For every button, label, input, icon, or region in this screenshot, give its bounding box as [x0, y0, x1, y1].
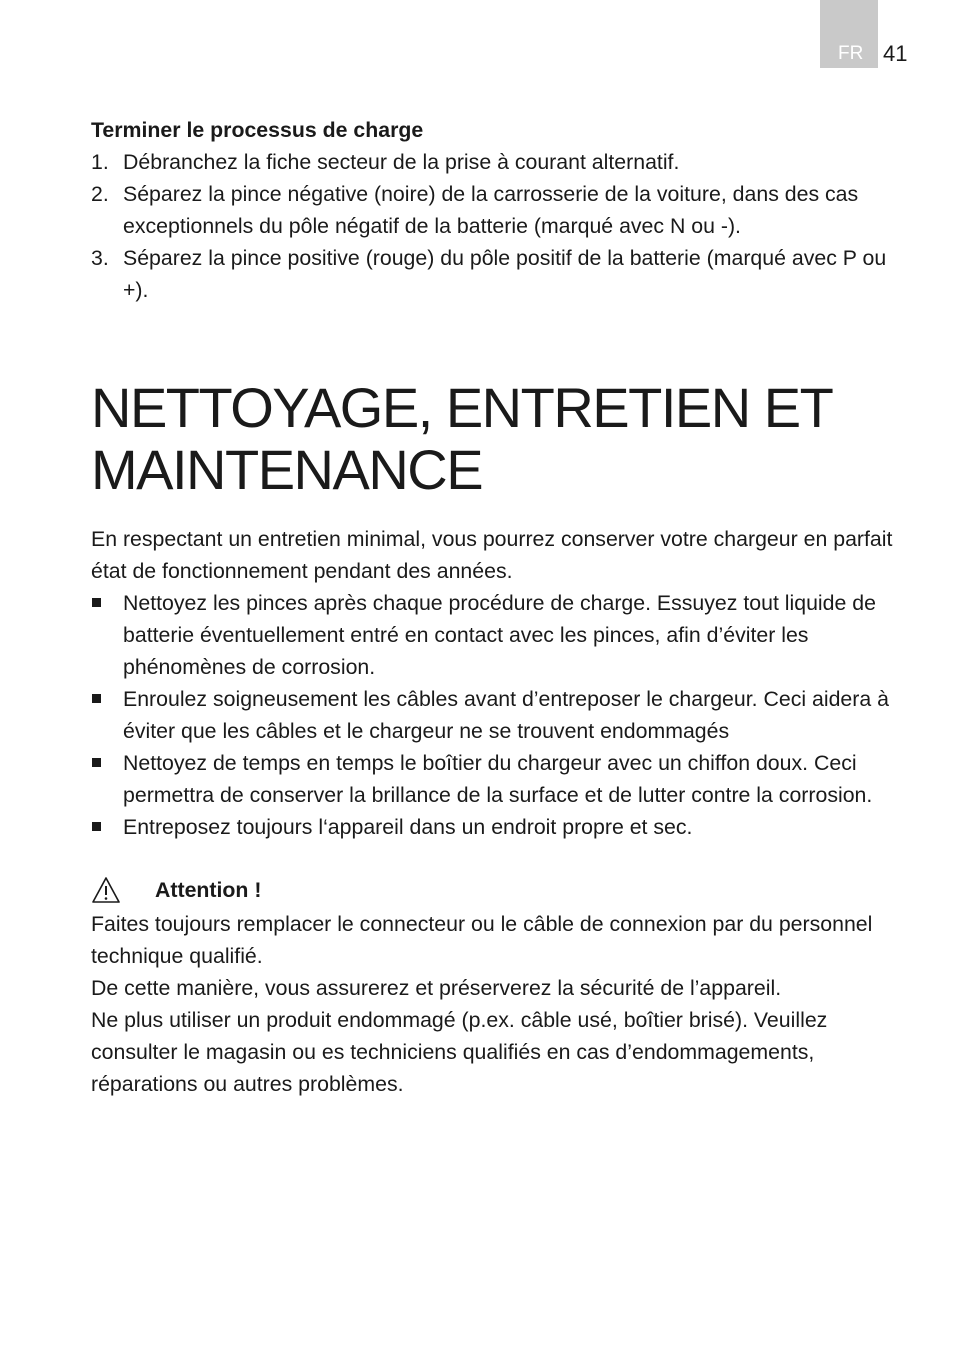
square-bullet-icon: [92, 758, 101, 767]
page-title: [91, 377, 911, 501]
square-bullet-icon: [92, 822, 101, 831]
square-bullet-icon: [92, 694, 101, 703]
bullet-text: Enroulez soigneusement les câbles avant d’entreposer le chargeur. Ceci aidera à éviter que les câbles et le chargeur ne se trouvent endommagés: [123, 687, 889, 744]
page-number: 41: [883, 41, 908, 66]
bullet-text: Nettoyez les pinces après chaque procédure de charge. Essuyez tout liquide de batterie éventuellement entré en contact avec les pinces, afin d’éviter les phénomènes de corrosion.: [123, 590, 876, 679]
square-bullet-icon: [92, 598, 101, 607]
list-item: [91, 587, 911, 683]
language-label: FR: [838, 43, 864, 64]
bullet-text: Entreposez toujours l‘appareil dans un endroit propre et sec.: [123, 815, 693, 840]
step-number: 2.: [91, 182, 109, 207]
step-number: 1.: [91, 150, 109, 175]
bullet-text: Nettoyez de temps en temps le boîtier du chargeur avec un chiffon doux. Ceci permettra de conserver la brillance de la surface et de lutter contre la corrosion.: [123, 751, 873, 808]
attention-paragraph-1: Faites toujours remplacer le connecteur ou le câble de connexion par du personnel technique qualifié.: [91, 911, 873, 968]
page-content: [91, 114, 911, 1100]
bullet-list: [91, 587, 911, 844]
list-item: [91, 178, 911, 242]
attention-paragraph-2: De cette manière, vous assurerez et préserverez la sécurité de l’appareil.: [91, 975, 782, 1000]
list-item: [91, 683, 911, 747]
attention-heading: [91, 874, 911, 908]
page-title-line-2: MAINTENANCE: [91, 437, 483, 501]
section-subheading: Terminer le processus de charge: [91, 118, 424, 142]
list-item: [91, 146, 911, 178]
warning-triangle-icon: [91, 876, 121, 904]
attention-paragraph-3: Ne plus utiliser un produit endommagé (p.ex. câble usé, boîtier brisé). Veuillez consulter le magasin ou es techniciens qualifiés en cas d’endommagements, réparations ou autres problèmes.: [91, 1007, 828, 1096]
steps-list: [91, 146, 911, 306]
list-item: [91, 811, 911, 843]
step-text: Séparez la pince positive (rouge) du pôle positif de la batterie (marqué avec P ou +).: [123, 246, 887, 303]
list-item: [91, 242, 911, 306]
step-text: Séparez la pince négative (noire) de la carrosserie de la voiture, dans des cas exceptionnels du pôle négatif de la batterie (marqué avec N ou -).: [123, 182, 859, 239]
list-item: [91, 747, 911, 811]
attention-label: Attention !: [155, 877, 262, 902]
step-text: Débranchez la fiche secteur de la prise à courant alternatif.: [123, 150, 680, 175]
page-title-line-1: NETTOYAGE, ENTRETIEN ET: [91, 375, 833, 439]
intro-paragraph: En respectant un entretien minimal, vous pourrez conserver votre chargeur en parfait état de fonctionnement pendant des années.: [91, 526, 893, 583]
step-number: 3.: [91, 246, 109, 271]
